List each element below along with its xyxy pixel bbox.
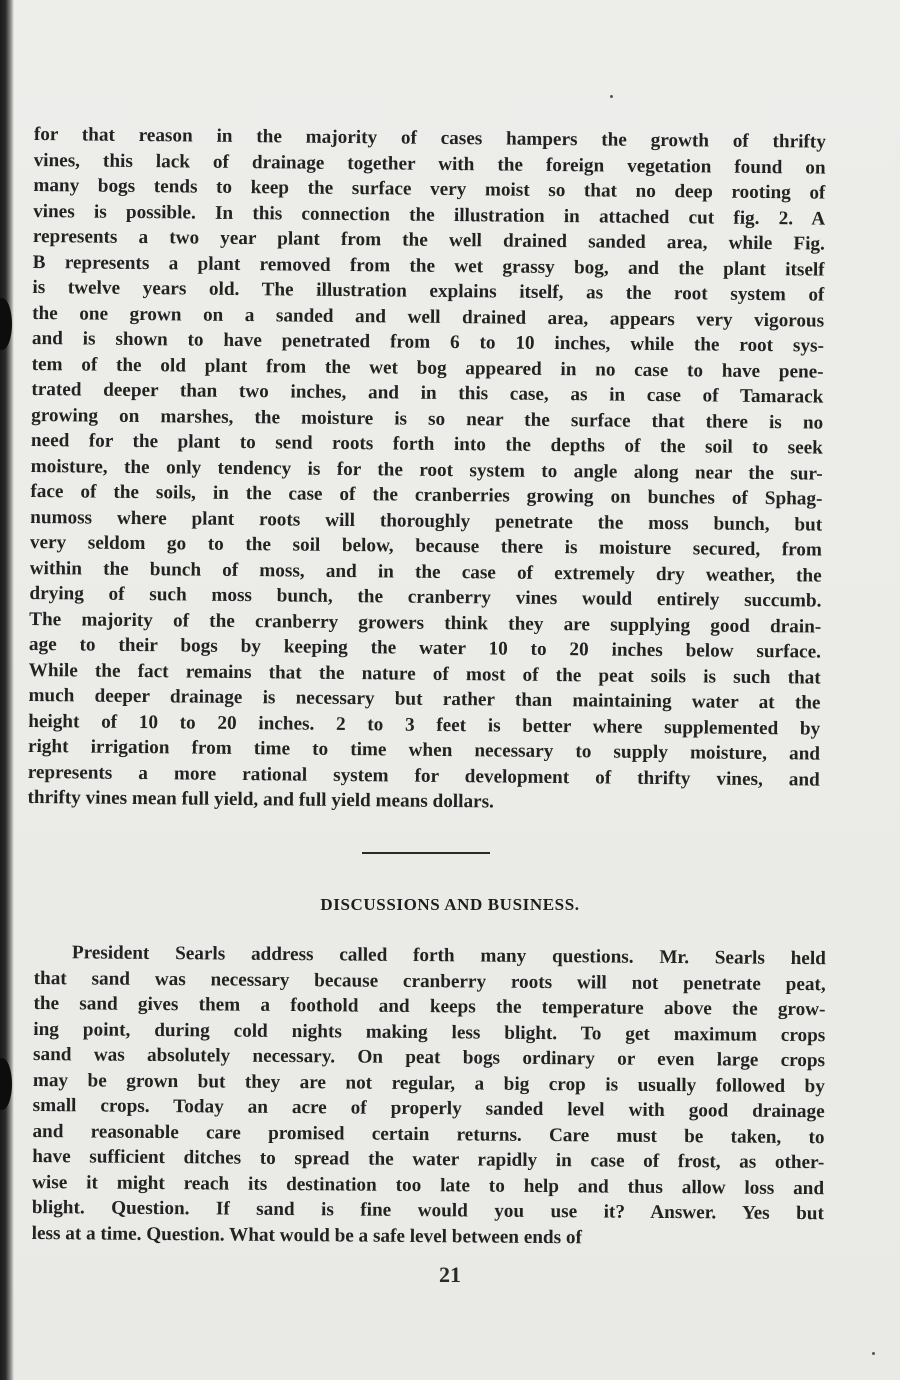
text-line: may be grown but they are not regular, a big crop is usually followed by: [32, 1069, 825, 1097]
text-line: represents a two year plant from the well drained sanded area, while Fig.: [32, 225, 825, 255]
text-line: much deeper drainage is necessary but rather than maintaining water at the: [28, 684, 821, 714]
text-line: have sufficient ditches to spread the water rapidly in case of frost, as other-: [32, 1145, 825, 1174]
section-divider: [362, 852, 490, 854]
text-line: age to their bogs by keeping the water 10 to 20 inches below surface.: [28, 633, 822, 663]
text-line: represents a more rational system for development of thrifty vines, and: [27, 761, 820, 791]
text-line: and is shown to have penetrated from 6 to 10 inches, while the root sys-: [31, 327, 824, 357]
text-line: tem of the old plant from the wet bog appeared in no case to have pene-: [31, 353, 824, 383]
text-line: sand was absolutely necessary. On peat bogs ordinary or even large crops: [33, 1043, 826, 1072]
text-line: vines, this lack of drainage together with the foreign vegetation found on: [33, 149, 826, 179]
text-line: B represents a plant removed from the wet grassy bog, and the plant itself: [32, 251, 825, 281]
text-line: the sand gives them a foothold and keeps the temperature above the grow-: [33, 992, 826, 1021]
paper-speck: [872, 1352, 875, 1355]
text-line: vines is possible. In this connection the illustration in attached cut fig. 2. A: [33, 200, 826, 230]
text-line: for that reason in the majority of cases hampers the growth of thrifty: [33, 123, 826, 153]
body-paragraph-1: [27, 122, 826, 818]
text-line: the one grown on a sanded and well drained area, appears very vigorous: [32, 302, 825, 332]
paper-speck: [610, 95, 613, 98]
text-line: blight. Question. If sand is fine would you use it? Answer. Yes but: [31, 1196, 824, 1225]
text-line: is twelve years old. The illustration explains itself, as the root system of: [32, 276, 825, 306]
text-line: right irrigation from time to time when necessary to supply moisture, and: [27, 735, 821, 765]
text-line: and reasonable care promised certain returns. Care must be taken, to: [32, 1120, 825, 1148]
text-line: wise it might reach its destination too late to help and thus allow loss and: [32, 1171, 825, 1199]
text-line: many bogs tends to keep the surface very moist so that no deep rooting of: [33, 174, 826, 204]
text-line: While the fact remains that the nature of most of the peat soils is such that: [28, 659, 821, 689]
text-line: small crops. Today an acre of properly sanded level with good drainage: [32, 1094, 825, 1123]
text-line: less at a time. Question. What would be a safe level between ends of: [31, 1222, 582, 1248]
section-heading: DISCUSSIONS AND BUSINESS.: [320, 895, 580, 914]
page-binding-edge: [0, 0, 14, 1380]
text-line: President Searls address called forth many questions. Mr. Searls held: [71, 942, 826, 970]
text-line: trated deeper than two inches, and in this case, as in case of Tamarack: [31, 378, 824, 408]
text-line: numoss where plant roots will thoroughly penetrate the moss bunch, but: [30, 506, 823, 536]
text-line: drying of such moss bunch, the cranberry vines would entirely succumb.: [29, 582, 822, 612]
text-line: face of the soils, in the case of the cranberries growing on bunches of Sphag-: [30, 480, 823, 510]
page-number: 21: [439, 1262, 461, 1287]
body-paragraph-2: [32, 940, 826, 1252]
text-line: very seldom go to the soil below, because there is moisture secured, from: [29, 531, 823, 561]
text-line: The majority of the cranberry growers think they are supplying good drain-: [29, 608, 822, 638]
text-line: ing point, during cold nights making less blight. To get maximum crops: [33, 1018, 826, 1046]
text-line: height of 10 to 20 inches. 2 to 3 feet is better where supplemented by: [28, 710, 821, 740]
text-line: that sand was necessary because cranberry roots will not penetrate peat,: [33, 967, 826, 995]
text-line: moisture, the only tendency is for the root system to angle along near the sur-: [30, 455, 823, 485]
text-line: need for the plant to send roots forth into the depths of the soil to seek: [30, 429, 824, 459]
text-line: within the bunch of moss, and in the case of extremely dry weather, the: [29, 557, 822, 587]
text-line: thrifty vines mean full yield, and full yield means dollars.: [27, 786, 495, 813]
text-line: growing on marshes, the moisture is so near the surface that there is no: [31, 404, 824, 434]
